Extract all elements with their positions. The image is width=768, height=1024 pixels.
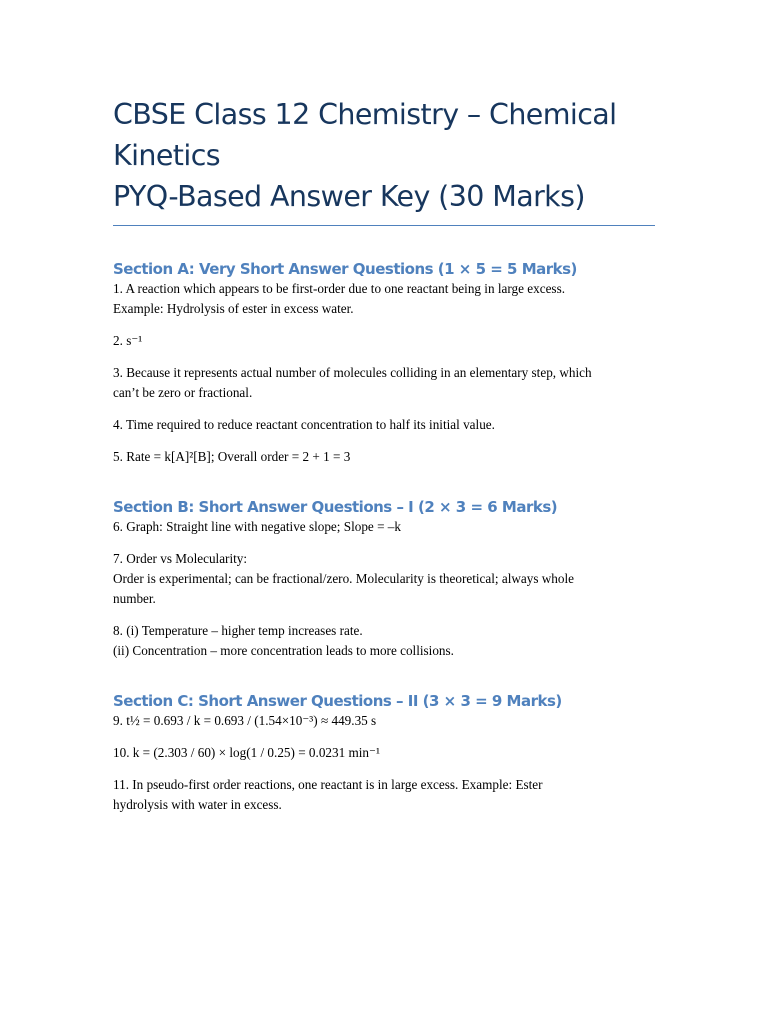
answer-7-line-2: Order is experimental; can be fractional/zero. Molecularity is theoretical; always whole bbox=[113, 571, 575, 586]
answer-8 bbox=[113, 621, 655, 661]
answer-3 bbox=[113, 363, 655, 403]
section-a-heading: Section A: Very Short Answer Questions (1 × 5 = 5 Marks) bbox=[113, 260, 577, 278]
title-line-3: PYQ-Based Answer Key (30 Marks) bbox=[113, 180, 585, 213]
answer-2: 2. s⁻¹ bbox=[113, 333, 143, 348]
answer-6: 6. Graph: Straight line with negative slope; Slope = –k bbox=[113, 519, 401, 534]
answer-11 bbox=[113, 775, 655, 815]
answer-11-line-1: 11. In pseudo-first order reactions, one reactant is in large excess. Example: Ester bbox=[113, 777, 543, 792]
document-title bbox=[113, 94, 655, 217]
answer-7-line-1: 7. Order vs Molecularity: bbox=[113, 551, 248, 566]
answer-1-line-1: 1. A reaction which appears to be first-order due to one reactant being in large excess. bbox=[113, 281, 565, 296]
answer-5: 5. Rate = k[A]²[B]; Overall order = 2 + 1 = 3 bbox=[113, 449, 351, 464]
answer-4: 4. Time required to reduce reactant concentration to half its initial value. bbox=[113, 417, 495, 432]
answer-7 bbox=[113, 549, 655, 609]
title-line-1: CBSE Class 12 Chemistry – Chemical bbox=[113, 98, 617, 131]
answer-1 bbox=[113, 279, 655, 319]
title-line-2: Kinetics bbox=[113, 139, 221, 172]
answer-8-line-1: 8. (i) Temperature – higher temp increases rate. bbox=[113, 623, 363, 638]
answer-8-line-2: (ii) Concentration – more concentration leads to more collisions. bbox=[113, 643, 454, 658]
title-divider bbox=[113, 225, 655, 226]
answer-9: 9. t½ = 0.693 / k = 0.693 / (1.54×10⁻³) ≈ 449.35 s bbox=[113, 713, 377, 728]
answer-3-line-1: 3. Because it represents actual number of molecules colliding in an elementary step, which bbox=[113, 365, 592, 380]
document-page bbox=[113, 94, 655, 815]
section-c-heading: Section C: Short Answer Questions – II (3 × 3 = 9 Marks) bbox=[113, 692, 562, 710]
section-b-heading: Section B: Short Answer Questions – I (2 × 3 = 6 Marks) bbox=[113, 498, 558, 516]
answer-10: 10. k = (2.303 / 60) × log(1 / 0.25) = 0.0231 min⁻¹ bbox=[113, 745, 380, 760]
answer-3-line-2: can’t be zero or fractional. bbox=[113, 385, 253, 400]
answer-11-line-2: hydrolysis with water in excess. bbox=[113, 797, 282, 812]
answer-7-line-3: number. bbox=[113, 591, 156, 606]
answer-1-line-2: Example: Hydrolysis of ester in excess water. bbox=[113, 301, 354, 316]
